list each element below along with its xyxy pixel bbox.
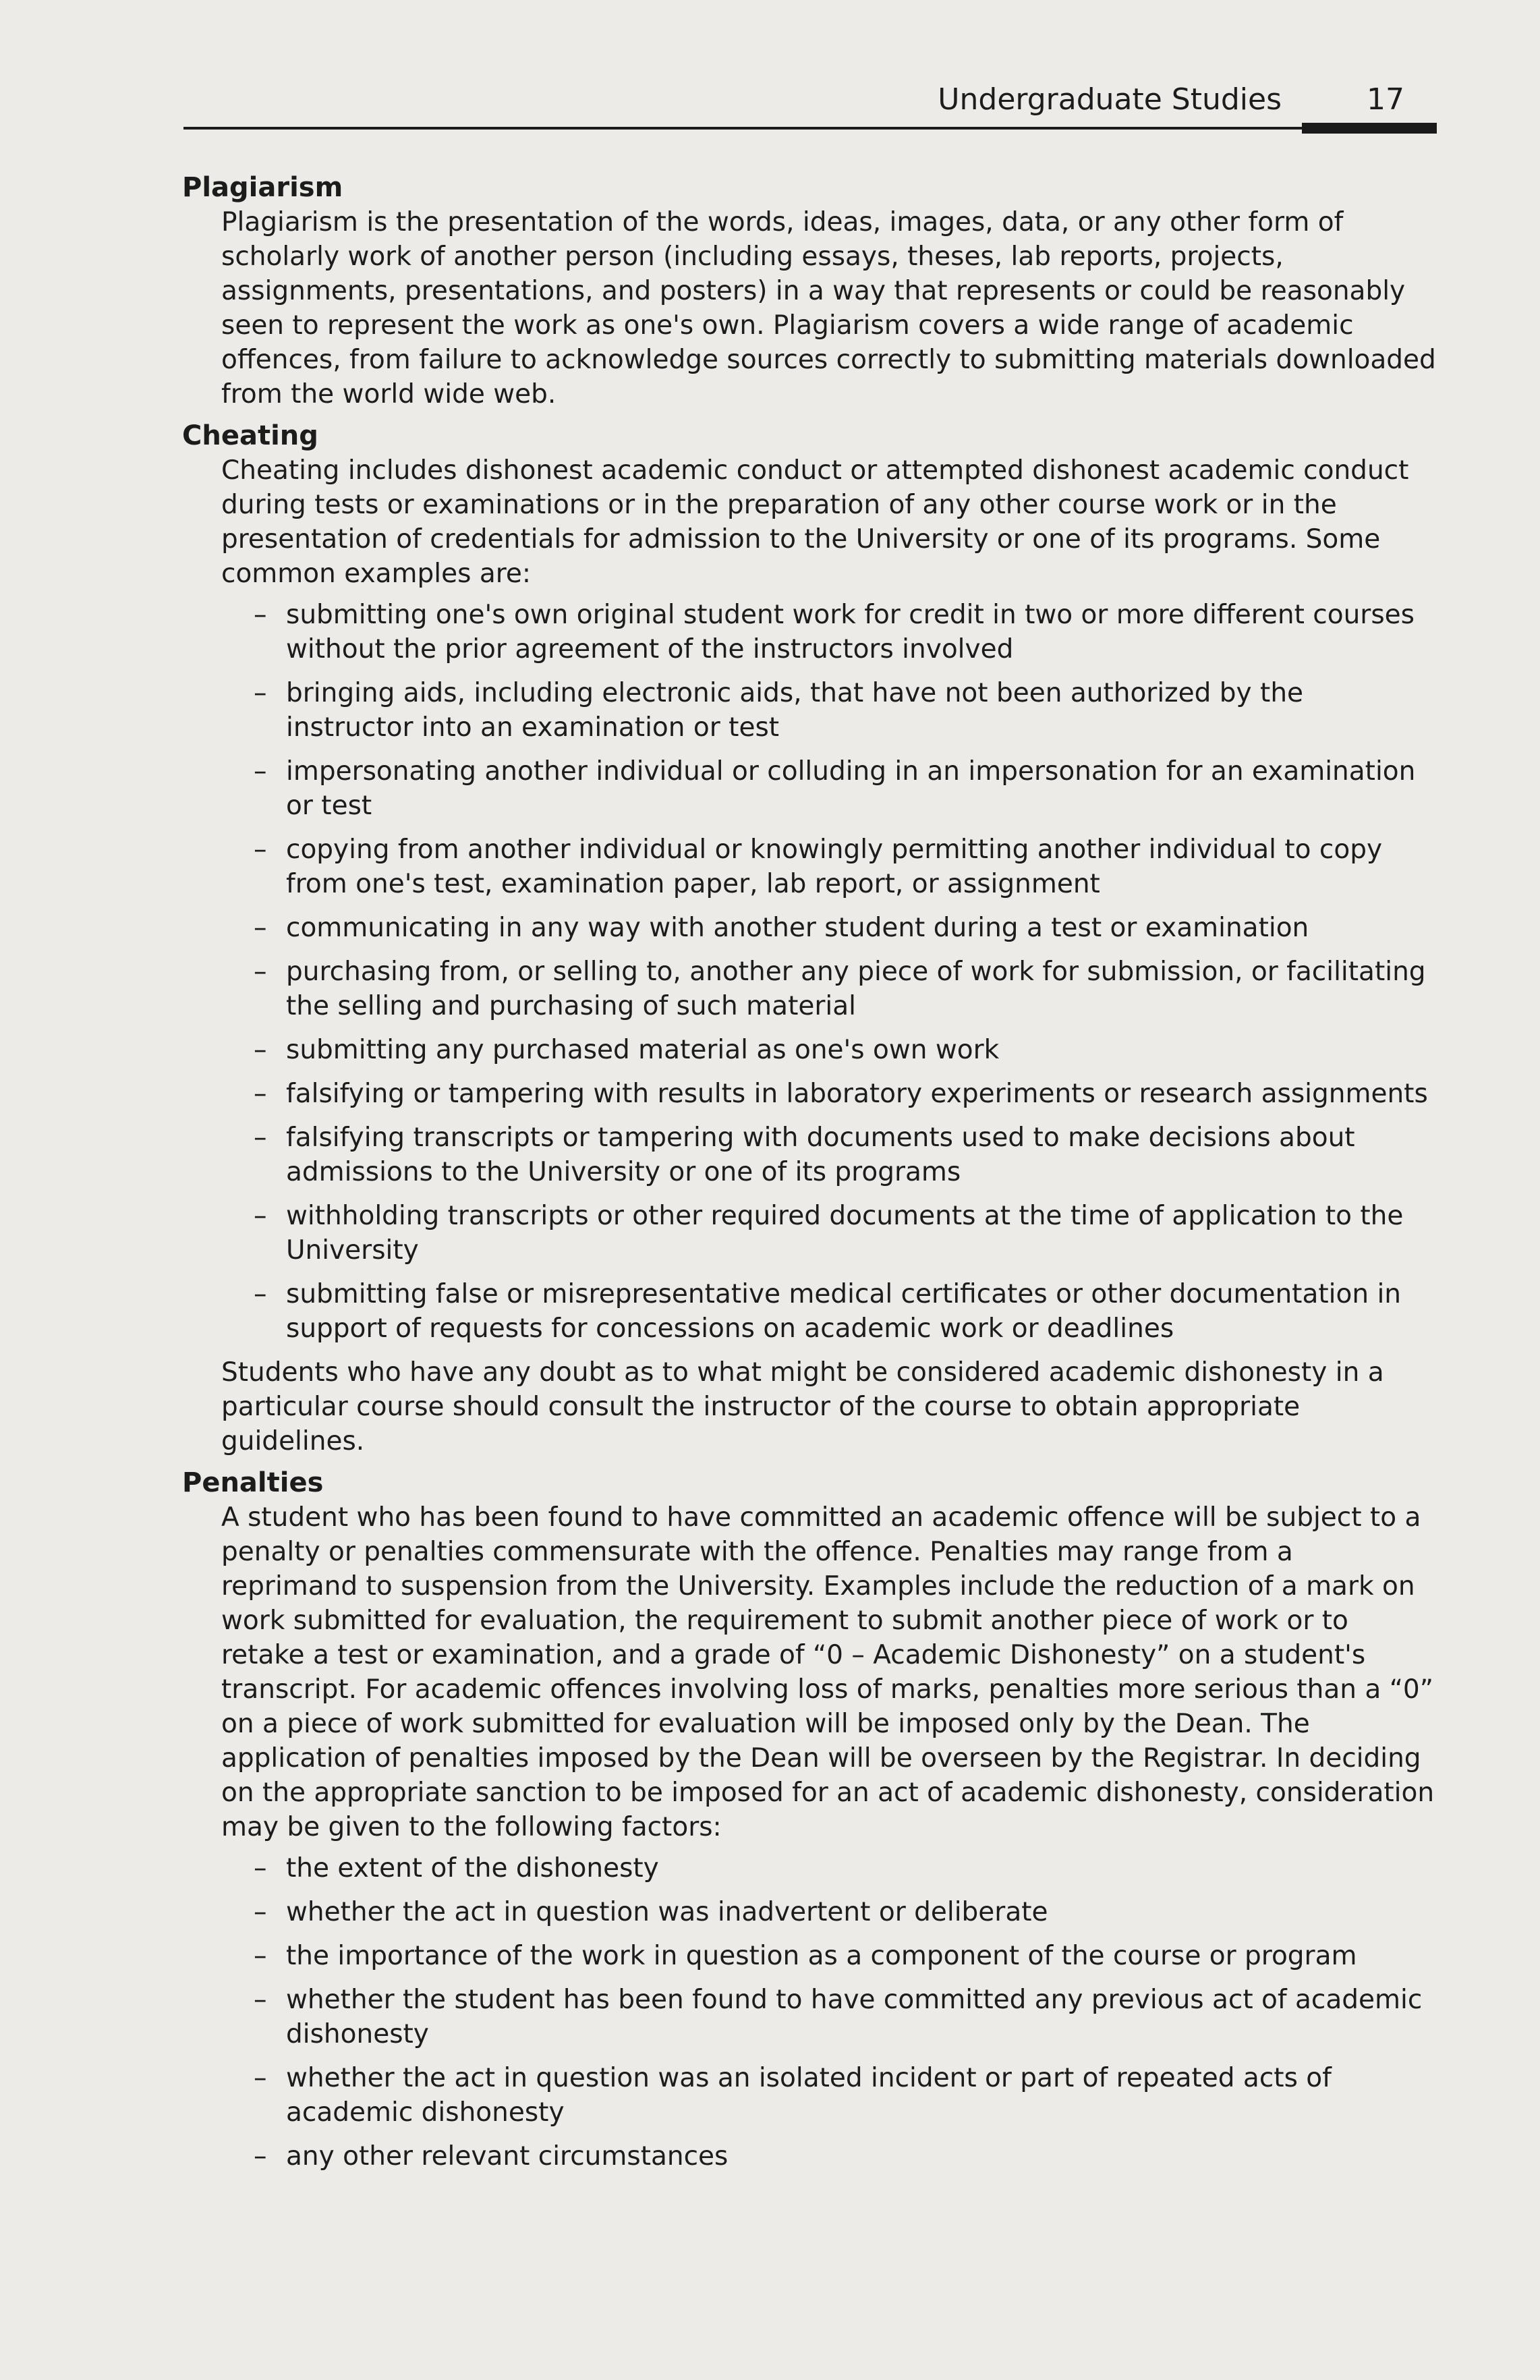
list-item bbox=[254, 1033, 1437, 1067]
paragraph: Cheating includes dishonest academic conduct or attempted dishonest academic conduct during tests or examinations or in the preparation of any other course work or in the presentation of credentials for admission to the University or one of its programs. Some common examples are: bbox=[221, 455, 1409, 589]
dash-bullet: – bbox=[254, 2063, 267, 2093]
list-item-text: withholding transcripts or other required documents at the time of application to the University bbox=[286, 1201, 1404, 1266]
section-heading: Cheating bbox=[182, 420, 318, 451]
dash-list bbox=[254, 598, 1437, 1346]
dash-bullet: – bbox=[254, 1897, 267, 1927]
section-cheating bbox=[182, 418, 1437, 1465]
list-item bbox=[254, 1121, 1437, 1189]
list-item bbox=[254, 1077, 1437, 1111]
list-item-text: whether the act in question was inadvertent or deliberate bbox=[286, 1897, 1048, 1927]
dash-bullet: – bbox=[254, 1079, 267, 1109]
dash-bullet: – bbox=[254, 1941, 267, 1971]
dash-bullet: – bbox=[254, 1201, 267, 1231]
dash-bullet: – bbox=[254, 957, 267, 987]
list-item bbox=[254, 832, 1437, 901]
section-heading: Plagiarism bbox=[182, 172, 343, 203]
list-item bbox=[254, 1939, 1437, 1973]
list-item-text: whether the student has been found to have committed any previous act of academic dishonesty bbox=[286, 1985, 1423, 2049]
list-item-text: the importance of the work in question as a component of the course or program bbox=[286, 1941, 1357, 1971]
list-item bbox=[254, 2139, 1437, 2174]
list-item bbox=[254, 1277, 1437, 1346]
paragraph: Plagiarism is the presentation of the words, ideas, images, data, or any other form of scholarly work of another person (including essays, theses, lab reports, projects, assignments, presentations, and posters) in a way that represents or could be reasonably seen to represent the work as one's own. Plagiarism covers a wide range of academic offences, from failure to acknowledge sources correctly to submitting materials downloaded from the world wide web. bbox=[221, 207, 1436, 409]
list-item bbox=[254, 2061, 1437, 2130]
dash-bullet: – bbox=[254, 678, 267, 708]
dash-bullet: – bbox=[254, 1123, 267, 1153]
dash-bullet: – bbox=[254, 600, 267, 630]
list-item-text: submitting one's own original student work for credit in two or more different courses without the prior agreement of the instructors involved bbox=[286, 600, 1415, 664]
list-item-text: whether the act in question was an isolated incident or part of repeated acts of academic dishonesty bbox=[286, 2063, 1332, 2128]
section-penalties bbox=[182, 1465, 1437, 2190]
dash-list bbox=[254, 1851, 1437, 2174]
page-header bbox=[183, 80, 1437, 128]
list-item-text: falsifying transcripts or tampering with documents used to make decisions about admissions to the University or one of its programs bbox=[286, 1123, 1355, 1187]
running-title: Undergraduate Studies bbox=[938, 82, 1282, 117]
list-item-text: impersonating another individual or colluding in an impersonation for an examination or test bbox=[286, 756, 1416, 821]
dash-bullet: – bbox=[254, 1035, 267, 1065]
list-item-text: any other relevant circumstances bbox=[286, 2141, 729, 2172]
section-heading: Penalties bbox=[182, 1467, 324, 1498]
list-item bbox=[254, 1895, 1437, 1929]
list-item-text: copying from another individual or knowingly permitting another individual to copy from one's test, examination paper, lab report, or assignment bbox=[286, 834, 1383, 899]
list-item bbox=[254, 1851, 1437, 1886]
page-content bbox=[182, 170, 1437, 2190]
list-item-text: falsifying or tampering with results in laboratory experiments or research assignments bbox=[286, 1079, 1428, 1109]
dash-bullet: – bbox=[254, 1985, 267, 2015]
dash-bullet: – bbox=[254, 1853, 267, 1883]
list-item bbox=[254, 955, 1437, 1023]
list-item bbox=[254, 754, 1437, 823]
list-item bbox=[254, 598, 1437, 667]
paragraph: A student who has been found to have committed an academic offence will be subject to a penalty or penalties commensurate with the offence. Penalties may range from a reprimand to suspension from the University. Examples include the reduction of a mark on work submitted for evaluation, the requirement to submit another piece of work or to retake a test or examination, and a grade of “0 – Academic Dishonesty” on a student's transcript. For academic offences involving loss of marks, penalties more serious than a “0” on a piece of work submitted for evaluation will be imposed only by the Dean. The application of penalties imposed by the Dean will be overseen by the Registrar. In deciding on the appropriate sanction to be imposed for an act of academic dishonesty, consideration may be given to the following factors: bbox=[221, 1502, 1435, 1842]
page-number: 17 bbox=[1367, 82, 1404, 117]
header-tab-bar bbox=[1302, 123, 1437, 134]
list-item-text: purchasing from, or selling to, another any piece of work for submission, or facilitating the selling and purchasing of such material bbox=[286, 957, 1426, 1021]
list-item bbox=[254, 676, 1437, 745]
list-item-text: the extent of the dishonesty bbox=[286, 1853, 659, 1883]
dash-bullet: – bbox=[254, 1279, 267, 1309]
list-item bbox=[254, 1199, 1437, 1268]
section-plagiarism bbox=[182, 170, 1437, 418]
list-item bbox=[254, 1983, 1437, 2051]
header-rule bbox=[183, 127, 1437, 130]
dash-bullet: – bbox=[254, 913, 267, 943]
list-item-text: communicating in any way with another student during a test or examination bbox=[286, 913, 1309, 943]
dash-bullet: – bbox=[254, 834, 267, 865]
closing-paragraph: Students who have any doubt as to what might be considered academic dishonesty in a particular course should consult the instructor of the course to obtain appropriate guidelines. bbox=[221, 1357, 1384, 1456]
list-item bbox=[254, 911, 1437, 945]
dash-bullet: – bbox=[254, 756, 267, 787]
list-item-text: bringing aids, including electronic aids, that have not been authorized by the instructor into an examination or test bbox=[286, 678, 1304, 743]
dash-bullet: – bbox=[254, 2141, 267, 2172]
list-item-text: submitting any purchased material as one's own work bbox=[286, 1035, 1000, 1065]
list-item-text: submitting false or misrepresentative medical certificates or other documentation in support of requests for concessions on academic work or deadlines bbox=[286, 1279, 1402, 1344]
